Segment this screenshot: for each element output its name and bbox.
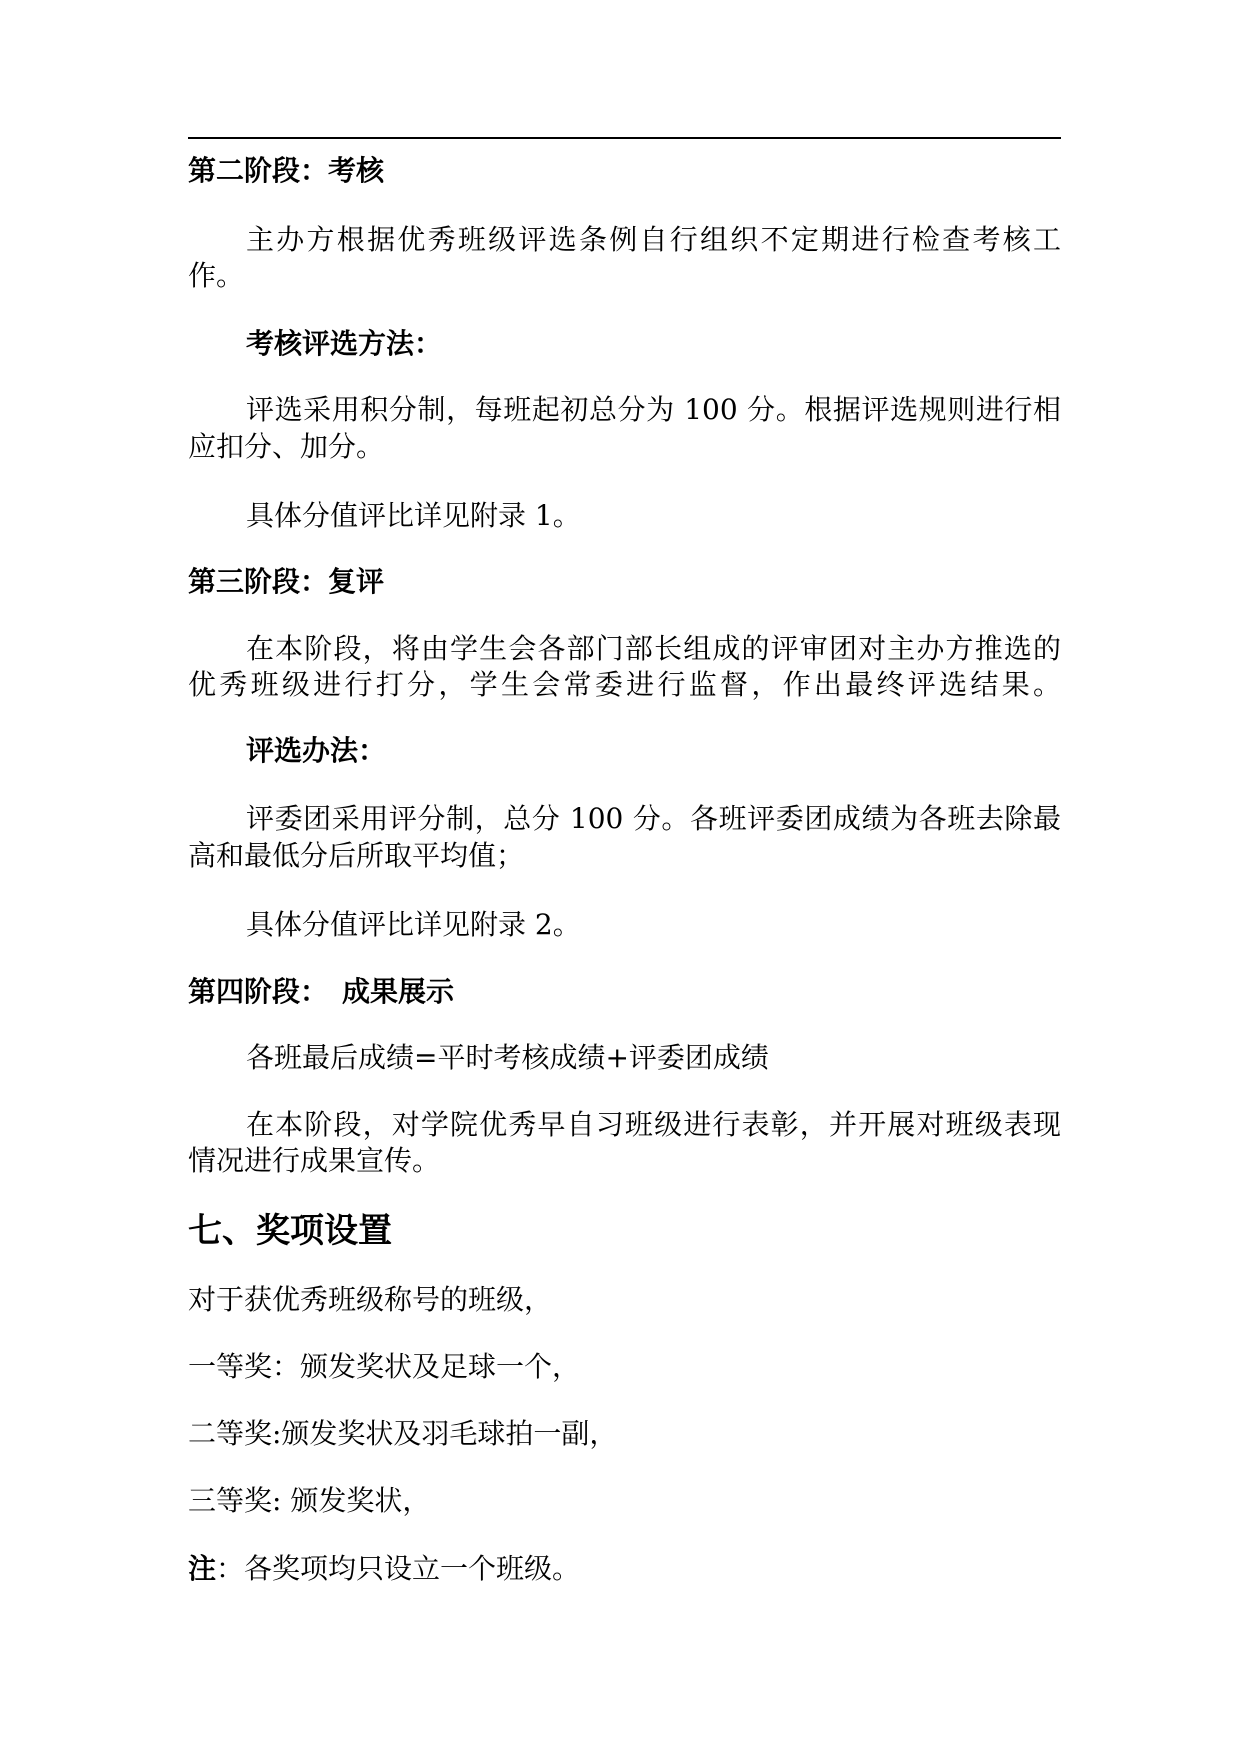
awards-note <box>188 1551 580 1587</box>
awards-note-text: ：各奖项均只设立一个班级。 <box>216 1552 581 1585</box>
award-first-prize: 一等奖：颁发奖状及足球一个， <box>188 1350 581 1383</box>
awards-note-label: 注 <box>188 1552 217 1585</box>
stage2-paragraph-1-line-2: 作。 <box>188 259 245 292</box>
stage3-paragraph-1-line-1: 在本阶段，将由学生会各部门部长组成的评审团对主办方推选的 <box>246 632 1061 665</box>
stage3-paragraph-3: 具体分值评比详见附录 2。 <box>246 908 581 941</box>
stage3-paragraph-2-line-2: 高和最低分后所取平均值； <box>188 839 525 872</box>
stage2-heading: 第二阶段：考核 <box>188 154 385 187</box>
stage3-method-heading: 评选办法： <box>246 734 387 767</box>
section-heading-awards: 七、奖项设置 <box>188 1211 392 1251</box>
stage4-paragraph-1: 各班最后成绩=平时考核成绩+评委团成绩 <box>246 1041 769 1074</box>
award-third-prize: 三等奖: 颁发奖状， <box>188 1484 431 1517</box>
stage3-paragraph-1-line-2: 优秀班级进行打分，学生会常委进行监督，作出最终评选结果。 <box>188 668 1061 701</box>
stage2-paragraph-2-line-2: 应扣分、加分。 <box>188 430 385 463</box>
stage4-paragraph-2-line-1: 在本阶段，对学院优秀早自习班级进行表彰，并开展对班级表现 <box>246 1108 1061 1141</box>
stage4-paragraph-2-line-2: 情况进行成果宣传。 <box>188 1144 441 1177</box>
header-rule <box>188 137 1061 139</box>
stage2-method-heading: 考核评选方法： <box>246 327 443 360</box>
stage2-paragraph-2-line-1: 评选采用积分制，每班起初总分为 100 分。根据评选规则进行相 <box>246 393 1061 426</box>
awards-intro: 对于获优秀班级称号的班级， <box>188 1283 553 1316</box>
stage4-heading: 第四阶段： 成果展示 <box>188 975 455 1008</box>
stage2-paragraph-3: 具体分值评比详见附录 1。 <box>246 499 581 532</box>
stage2-paragraph-1-line-1: 主办方根据优秀班级评选条例自行组织不定期进行检查考核工 <box>246 223 1061 256</box>
stage3-paragraph-2-line-1: 评委团采用评分制，总分 100 分。各班评委团成绩为各班去除最 <box>246 802 1061 835</box>
award-second-prize: 二等奖:颁发奖状及羽毛球拍一副， <box>188 1417 618 1450</box>
stage3-heading: 第三阶段：复评 <box>188 565 385 598</box>
